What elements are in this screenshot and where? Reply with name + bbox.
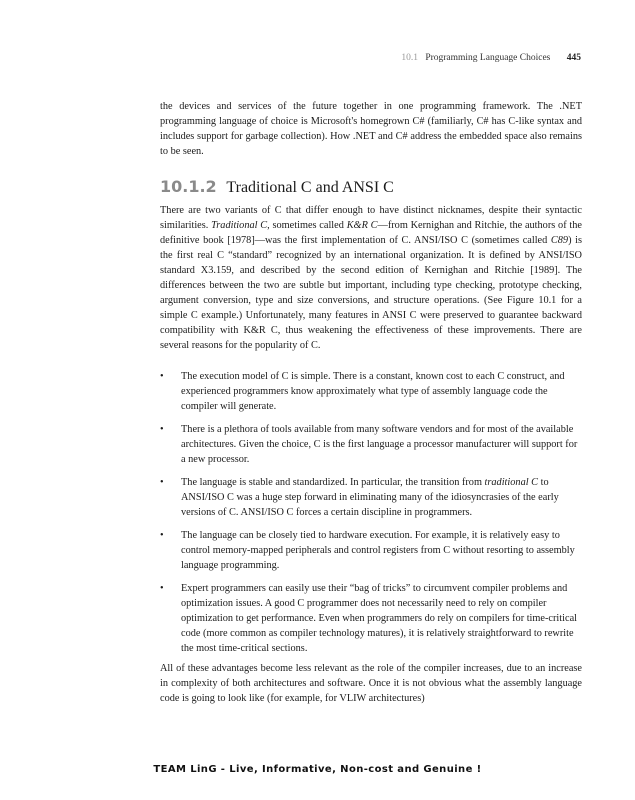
footer-watermark: TEAM LinG - Live, Informative, Non-cost and Genuine !	[153, 764, 482, 775]
intro-text: the devices and services of the future together in one programming framework. The .NET programming language of choice is Microsoft's homegrown C# (familiarly, C# has C-like syntax and includes support for garbage collection). How .NET and C# address the embedded space also remains to be seen.	[160, 101, 582, 157]
body-paragraph-1	[160, 203, 582, 353]
running-header	[401, 53, 581, 63]
intro-paragraph	[160, 99, 582, 159]
section-heading-number: 10.1.2	[160, 177, 217, 196]
list-item	[160, 422, 582, 467]
list-item-text: The language can be closely tied to hardware execution. For example, it is relatively easy to control memory-mapped peripherals and control registers from C without resorting to assembly language programming.	[181, 530, 575, 571]
list-item-text-a: The language is stable and standardized. In particular, the transition from	[181, 477, 485, 488]
list-item-text	[181, 477, 559, 518]
page-number: 445	[566, 53, 581, 63]
bullet-icon: •	[160, 371, 164, 382]
list-item-text: Expert programmers can easily use their “bag of tricks” to circumvent compiler problems and optimization issues. A good C programmer does not necessarily need to rely on compiler optimization to get performance. Even when programmers do rely on compilers for time-critical code (more common as compiler technology matures), it is relatively straightforward to rewrite the most time-critical sections.	[181, 583, 578, 654]
term-kr-c: K&R C	[346, 220, 378, 231]
list-item-text-b: to ANSI/ISO C was a huge step forward in eliminating many of the idiosyncrasies of the early versions of C. ANSI/ISO C forces a certain discipline in programmers.	[181, 477, 559, 518]
term-traditional-c: Traditional C,	[211, 220, 270, 231]
paragraph-1	[160, 203, 582, 353]
section-heading-title: Traditional C and ANSI C	[226, 179, 394, 196]
paragraph-2: All of these advantages become less relevant as the role of the compiler increases, due to an increase in complexity of both architectures and software. Once it is not obvious what the assembly language code is going to look like (for example, for VLIW architectures)	[160, 663, 582, 704]
para1-text-d: ) is the first real C “standard” recognized by an international organization. It is defined by ANSI/ISO standard X3.159, and described by the second edition of Kernighan and Ritchie [1989]. The differences between the two are subtle but important, including type checking, prototype checking, argument conversion, type and size conversions, and structure operations. (See Figure 10.1 for a simple C example.) Unfortunately, many features in ANSI C were preserved to guarantee backward compatibility with K&R C, thus weakening the effectiveness of these improvements. There are several reasons for the popularity of C.	[160, 235, 582, 351]
list-item	[160, 528, 582, 573]
reasons-list	[160, 369, 582, 664]
list-item	[160, 475, 582, 520]
list-item-text: The execution model of C is simple. There is a constant, known cost to each C construct, and experienced programmers know approximately what type of assembly language code the compiler will generate.	[181, 371, 565, 412]
header-section-title: Programming Language Choices	[425, 53, 551, 63]
list-item-text: There is a plethora of tools available from many software vendors and for most of the available architectures. Given the choice, C is the first language a processor manufacturer will support for a new processor.	[181, 424, 578, 465]
header-section-number: 10.1	[401, 53, 418, 63]
para1-text-c: —from Kernighan and Ritchie, the authors of the definitive book [1978]—was the first implementation of C. ANSI/ISO C (sometimes called	[160, 220, 582, 246]
bullet-icon: •	[160, 477, 164, 488]
list-item	[160, 369, 582, 414]
section-heading	[160, 177, 394, 197]
term-traditional-c-inline: traditional C	[484, 477, 539, 488]
list-item	[160, 581, 582, 656]
term-c89: C89	[550, 235, 569, 246]
para1-text-a: There are two variants of C that differ enough to have distinct nicknames, despite their syntactic similarities.	[160, 205, 582, 231]
body-paragraph-2	[160, 661, 582, 706]
bullet-icon: •	[160, 530, 164, 541]
bullet-icon: •	[160, 583, 164, 594]
bullet-icon: •	[160, 424, 164, 435]
para1-text-b: sometimes called	[269, 220, 347, 231]
